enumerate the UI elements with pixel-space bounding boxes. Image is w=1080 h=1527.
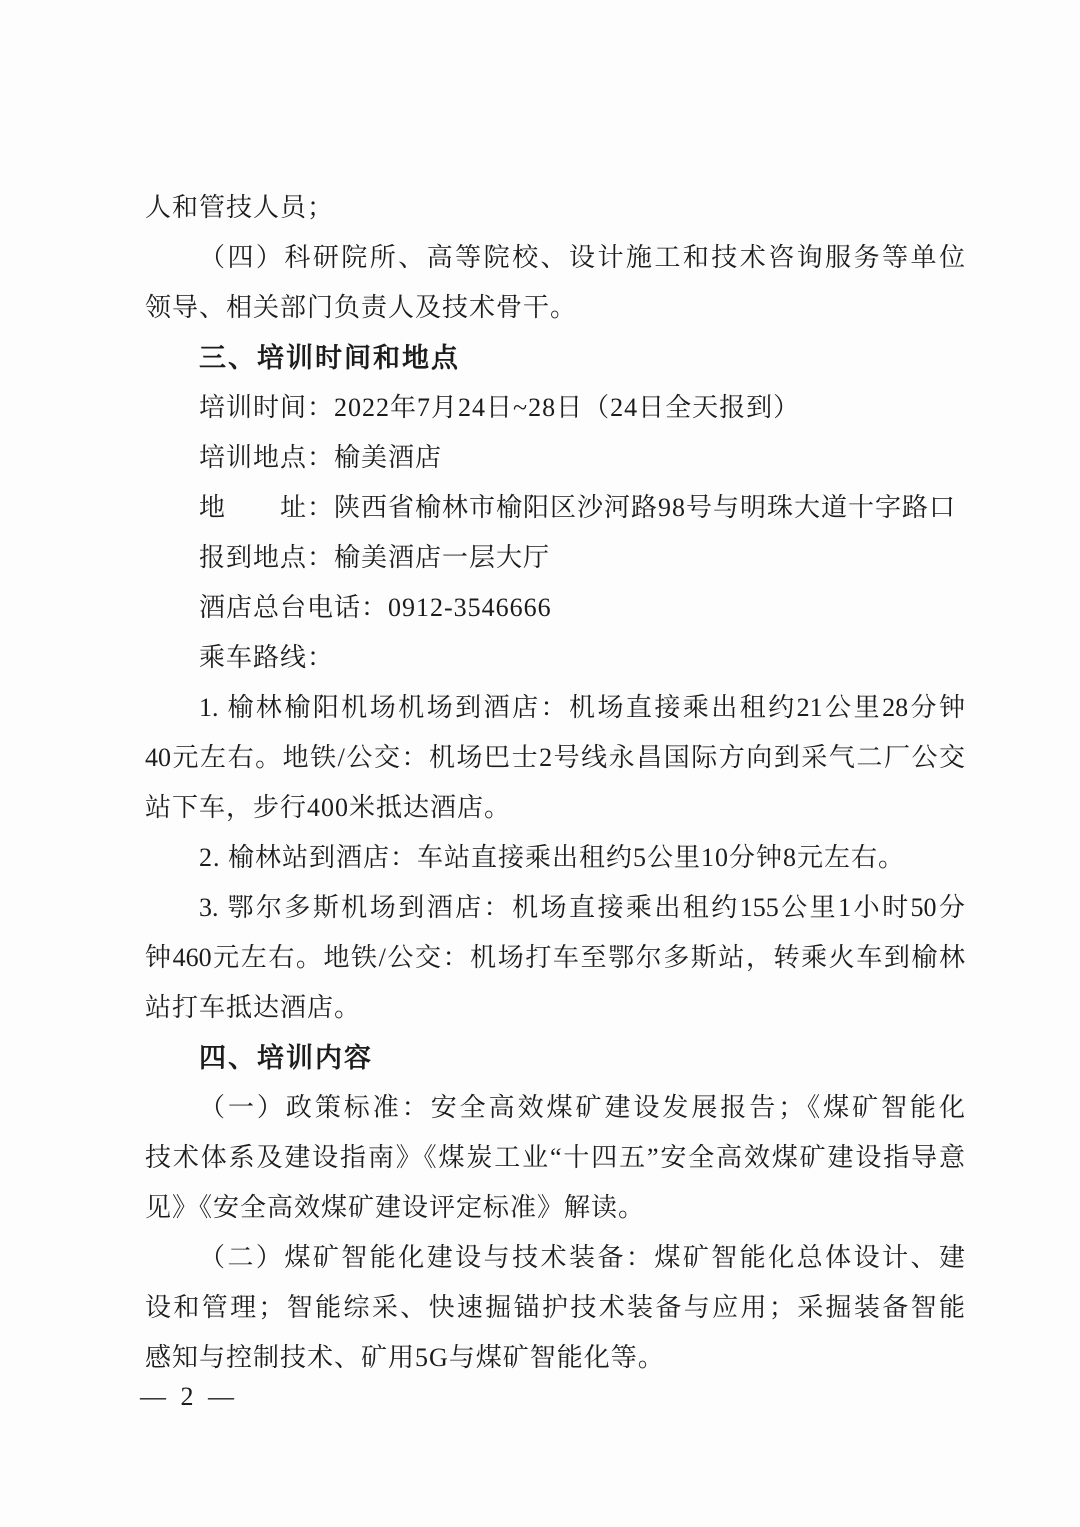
line-route-1: 1. 榆林榆阳机场机场到酒店：机场直接乘出租约21公里28分钟 [199, 693, 965, 722]
body-line-item-4: （四）科研院所、高等院校、设计施工和技术咨询服务等单位 [199, 243, 965, 272]
line-training-location: 培训地点：榆美酒店 [199, 443, 443, 472]
document-body [145, 183, 965, 1383]
page-number: — 2 — [140, 1382, 238, 1411]
line-route-3-cont: 钟460元左右。地铁/公交：机场打车至鄂尔多斯站，转乘火车到榆林 [145, 943, 965, 972]
line-content-item-1-cont2: 见》《安全高效煤矿建设评定标准》解读。 [145, 1193, 646, 1222]
line-training-time: 培训时间：2022年7月24日~28日（24日全天报到） [199, 393, 801, 422]
line-route-title: 乘车路线： [199, 643, 335, 672]
line-content-item-2: （二）煤矿智能化建设与技术装备：煤矿智能化总体设计、建 [199, 1243, 965, 1272]
body-line-item-4-cont: 领导、相关部门负责人及技术骨干。 [145, 293, 578, 322]
line-route-2: 2. 榆林站到酒店：车站直接乘出租约5公里10分钟8元左右。 [199, 843, 906, 872]
line-checkin-location: 报到地点：榆美酒店一层大厅 [199, 543, 551, 572]
line-hotel-phone: 酒店总台电话：0912-3546666 [199, 593, 552, 622]
line-route-1-cont: 40元左右。地铁/公交：机场巴士2号线永昌国际方向到采气二厂公交 [145, 743, 965, 772]
line-route-1-cont2: 站下车，步行400米抵达酒店。 [145, 793, 512, 822]
line-content-item-1-cont: 技术体系及建设指南》《煤炭工业“十四五”安全高效煤矿建设指导意 [145, 1143, 965, 1172]
body-line-personnel: 人和管技人员； [145, 193, 335, 222]
heading-section-4: 四、培训内容 [199, 1043, 373, 1073]
heading-section-3: 三、培训时间和地点 [199, 343, 460, 373]
line-content-item-1: （一）政策标准：安全高效煤矿建设发展报告；《煤矿智能化 [199, 1093, 965, 1122]
line-address: 地 址：陕西省榆林市榆阳区沙河路98号与明珠大道十字路口 [199, 493, 957, 522]
line-route-3-cont2: 站打车抵达酒店。 [145, 993, 362, 1022]
line-content-item-2-cont2: 感知与控制技术、矿用5G与煤矿智能化等。 [145, 1343, 665, 1372]
line-content-item-2-cont: 设和管理；智能综采、快速掘锚护技术装备与应用；采掘装备智能 [145, 1293, 965, 1322]
line-route-3: 3. 鄂尔多斯机场到酒店：机场直接乘出租约155公里1小时50分 [199, 893, 965, 922]
